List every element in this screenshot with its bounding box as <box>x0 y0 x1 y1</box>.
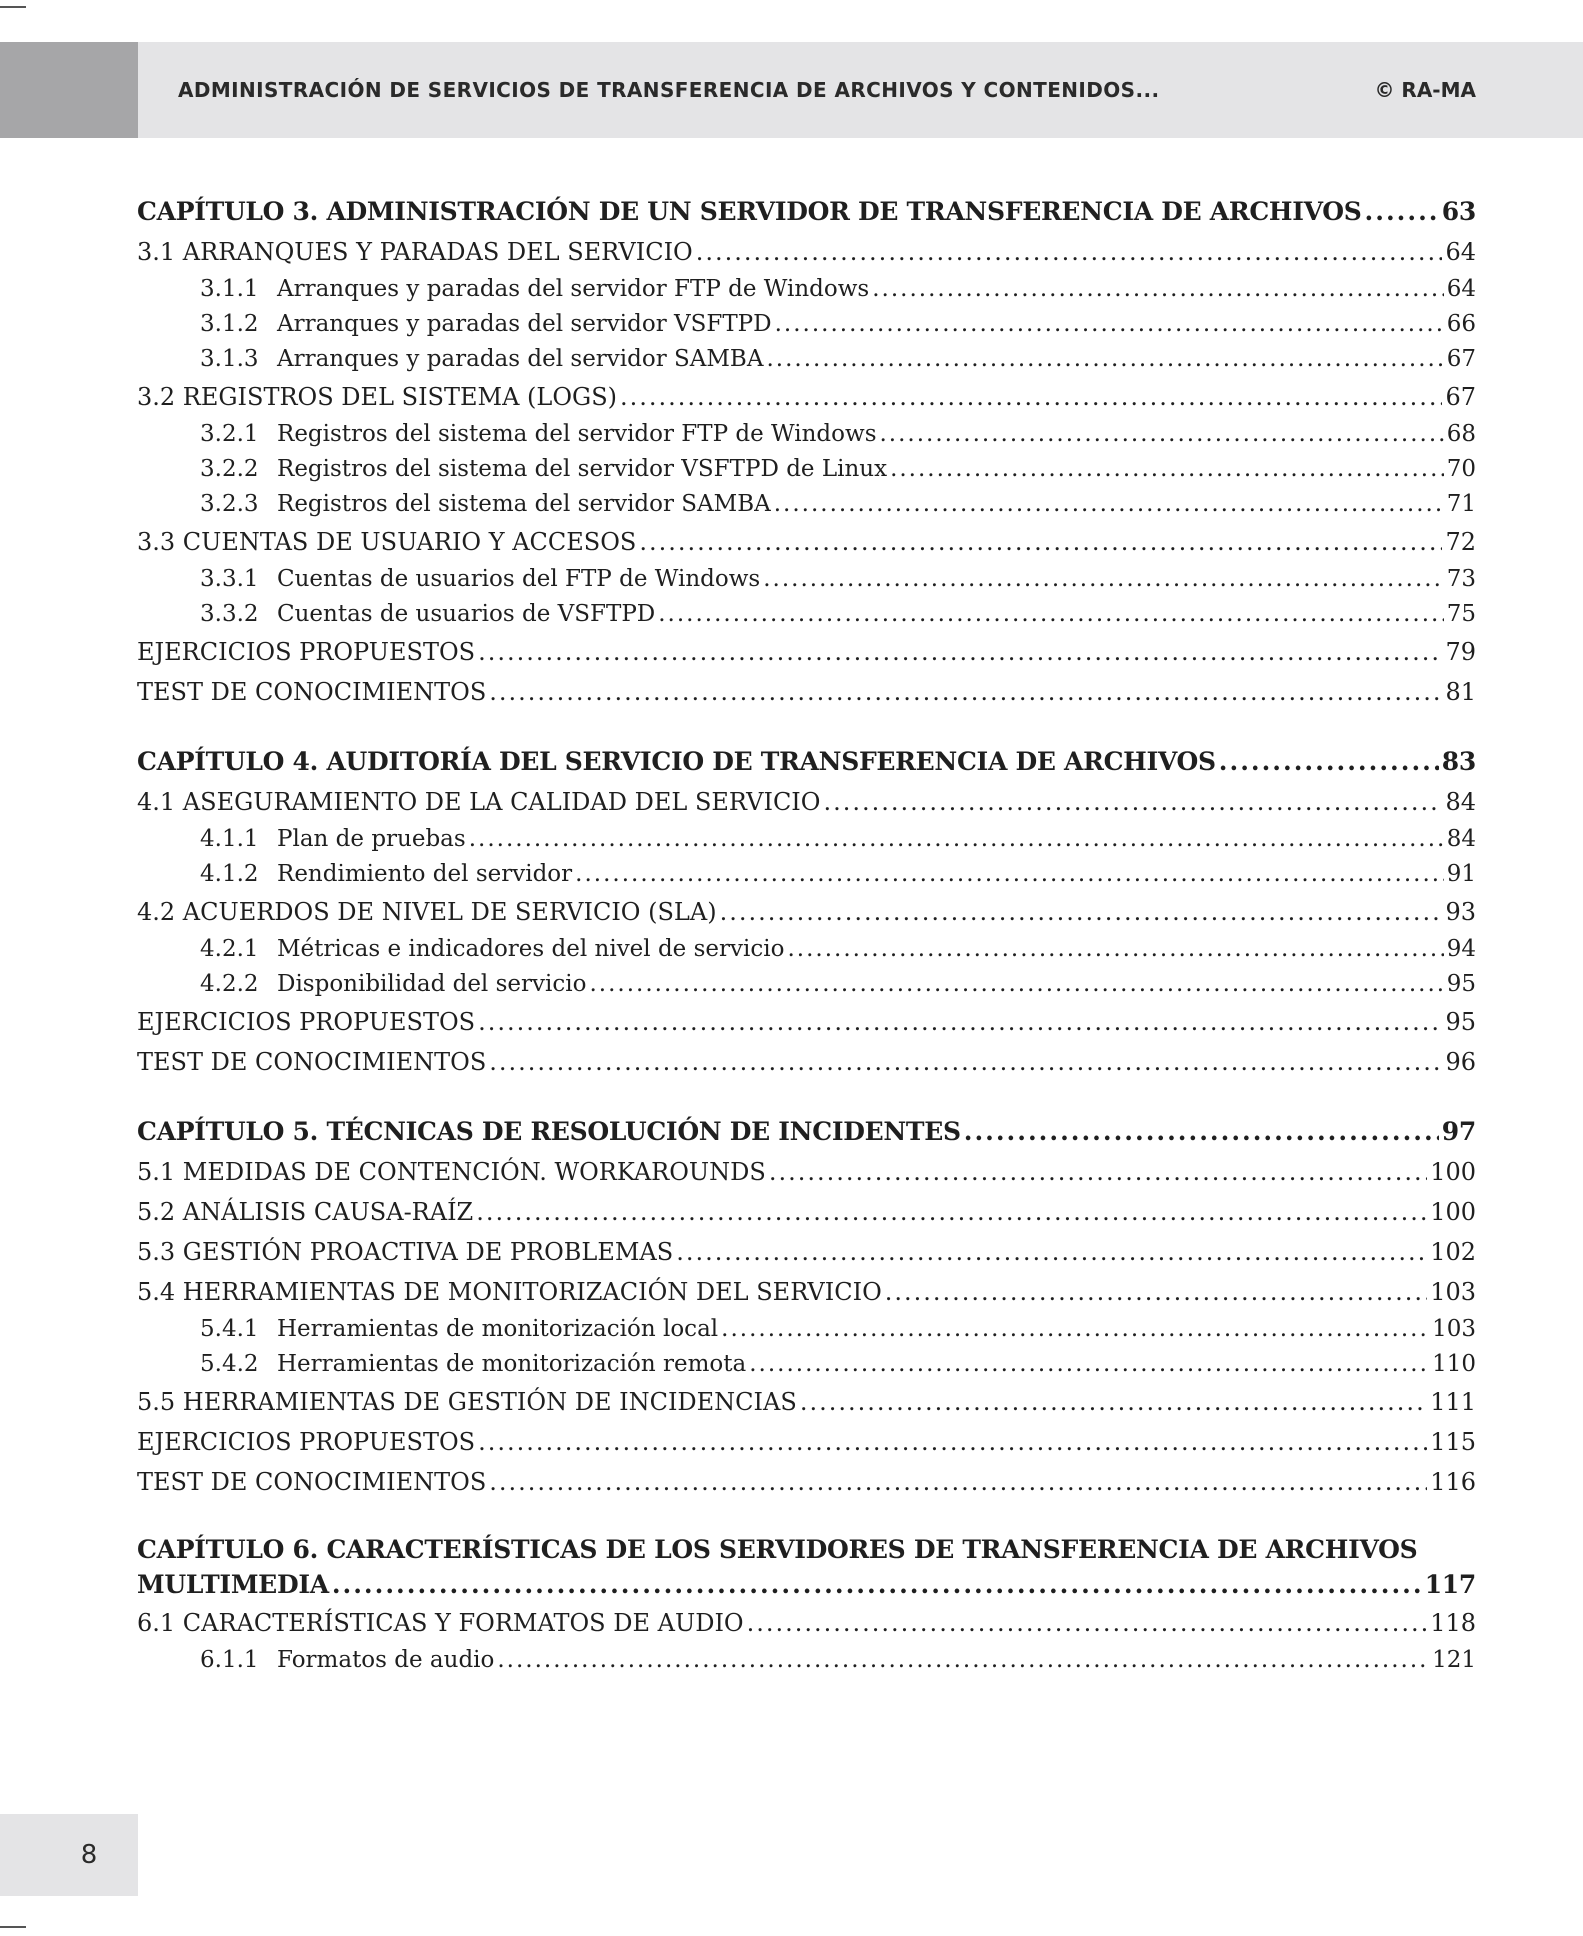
dot-leader <box>749 1347 1429 1382</box>
dot-leader <box>658 597 1443 632</box>
page-ref: 81 <box>1445 678 1476 706</box>
chapter-title: MULTIMEDIA <box>137 1570 329 1599</box>
page-ref: 70 <box>1446 456 1476 482</box>
subsection-title: Cuentas de usuarios de VSFTPD <box>277 601 656 627</box>
toc-chapter-6-title-line1: CAPÍTULO 6. CARACTERÍSTICAS DE LOS SERVIDORES DE TRANSFERENCIA DE ARCHIVOS <box>137 1535 1418 1564</box>
running-header <box>0 42 1583 138</box>
toc-chapter-3 <box>137 192 1476 232</box>
toc-chapter-5 <box>137 1112 1476 1152</box>
section-title: 5.4 HERRAMIENTAS DE MONITORIZACIÓN DEL SERVICIO <box>137 1278 882 1306</box>
subsection-title: Plan de pruebas <box>277 826 466 852</box>
section-title: 3.2 REGISTROS DEL SISTEMA (LOGS) <box>137 383 618 411</box>
subsection-number: 3.1.1 <box>200 276 259 302</box>
toc-subsection <box>137 967 1476 1002</box>
subsection-title: Arranques y paradas del servidor SAMBA <box>277 346 764 372</box>
section-title: 5.1 MEDIDAS DE CONTENCIÓN. WORKAROUNDS <box>137 1158 766 1186</box>
subsection-title: Cuentas de usuarios del FTP de Windows <box>277 566 761 592</box>
dot-leader <box>769 1152 1427 1192</box>
dot-leader <box>676 1232 1427 1272</box>
publisher-mark: © RA-MA <box>1374 78 1476 102</box>
toc-subsection <box>137 597 1476 632</box>
toc-subsection <box>137 562 1476 597</box>
subsection-number: 5.4.2 <box>200 1351 259 1377</box>
page-ref: 72 <box>1445 528 1476 556</box>
page-ref: 95 <box>1446 971 1476 997</box>
section-title: TEST DE CONOCIMIENTOS <box>137 1048 487 1076</box>
dot-leader <box>763 562 1444 597</box>
page-ref: 75 <box>1446 601 1476 627</box>
toc-subsection <box>137 1347 1476 1382</box>
page-ref: 68 <box>1446 421 1476 447</box>
page-ref: 64 <box>1445 238 1476 266</box>
subsection-title: Formatos de audio <box>277 1647 495 1673</box>
dot-leader <box>489 1042 1442 1082</box>
dot-leader <box>872 272 1444 307</box>
subsection-title: Arranques y paradas del servidor VSFTPD <box>277 311 772 337</box>
page-ref: 83 <box>1441 747 1476 776</box>
toc-subsection <box>137 822 1476 857</box>
toc-exercises <box>137 632 1476 672</box>
dot-leader <box>787 932 1443 967</box>
page-ref: 96 <box>1445 1048 1476 1076</box>
header-corner-block <box>0 42 138 138</box>
subsection-number: 4.1.1 <box>200 826 259 852</box>
page-ref: 67 <box>1446 346 1476 372</box>
page-ref: 116 <box>1430 1468 1476 1496</box>
toc-chapter-6 <box>137 1567 1476 1603</box>
dot-leader <box>575 857 1444 892</box>
subsection-title: Herramientas de monitorización remota <box>277 1351 747 1377</box>
toc-section <box>137 782 1476 822</box>
page-ref: 97 <box>1441 1117 1476 1146</box>
page-ref: 64 <box>1446 276 1476 302</box>
dot-leader <box>478 1002 1442 1042</box>
section-title: 3.3 CUENTAS DE USUARIO Y ACCESOS <box>137 528 637 556</box>
page-number: 8 <box>80 1840 98 1870</box>
section-title: 3.1 ARRANQUES Y PARADAS DEL SERVICIO <box>137 238 693 266</box>
toc-subsection <box>137 452 1476 487</box>
toc-section <box>137 377 1476 417</box>
dot-leader <box>800 1382 1427 1422</box>
subsection-number: 3.1.2 <box>200 311 259 337</box>
toc-subsection <box>137 932 1476 967</box>
section-title: 5.5 HERRAMIENTAS DE GESTIÓN DE INCIDENCIAS <box>137 1388 797 1416</box>
dot-leader <box>489 1462 1427 1502</box>
dot-leader <box>885 1272 1427 1312</box>
subsection-title: Rendimiento del servidor <box>277 861 573 887</box>
page-ref: 91 <box>1446 861 1476 887</box>
subsection-title: Herramientas de monitorización local <box>277 1316 719 1342</box>
page-ref: 111 <box>1430 1388 1476 1416</box>
toc-subsection <box>137 417 1476 452</box>
subsection-number: 3.3.2 <box>200 601 259 627</box>
subsection-number: 4.2.2 <box>200 971 259 997</box>
page-ref: 102 <box>1430 1238 1476 1266</box>
section-title: TEST DE CONOCIMIENTOS <box>137 1468 487 1496</box>
dot-leader <box>720 892 1443 932</box>
toc-section <box>137 1272 1476 1312</box>
toc-section <box>137 1192 1476 1232</box>
dot-leader <box>964 1112 1439 1152</box>
dot-leader <box>620 377 1442 417</box>
crop-mark-bottom <box>0 1926 26 1928</box>
page-ref: 84 <box>1445 788 1476 816</box>
toc-subsection <box>137 342 1476 377</box>
subsection-number: 6.1.1 <box>200 1647 259 1673</box>
subsection-number: 3.2.2 <box>200 456 259 482</box>
subsection-title: Registros del sistema del servidor VSFTPD de Linux <box>277 456 888 482</box>
toc-test <box>137 672 1476 712</box>
subsection-number: 4.1.2 <box>200 861 259 887</box>
toc-section <box>137 1603 1476 1643</box>
subsection-number: 3.2.3 <box>200 491 259 517</box>
section-title: EJERCICIOS PROPUESTOS <box>137 1428 476 1456</box>
subsection-number: 3.2.1 <box>200 421 259 447</box>
page-ref: 95 <box>1445 1008 1476 1036</box>
page-ref: 84 <box>1446 826 1476 852</box>
section-title: 4.2 ACUERDOS DE NIVEL DE SERVICIO (SLA) <box>137 898 717 926</box>
page-ref: 100 <box>1430 1198 1476 1226</box>
toc-section <box>137 1152 1476 1192</box>
page-ref: 110 <box>1432 1351 1476 1377</box>
dot-leader <box>890 452 1444 487</box>
toc-section <box>137 522 1476 562</box>
section-title: 5.2 ANÁLISIS CAUSA-RAÍZ <box>137 1198 474 1226</box>
toc-section <box>137 1232 1476 1272</box>
toc-exercises <box>137 1002 1476 1042</box>
chapter-title: CAPÍTULO 5. TÉCNICAS DE RESOLUCIÓN DE INCIDENTES <box>137 1117 961 1146</box>
section-title: 5.3 GESTIÓN PROACTIVA DE PROBLEMAS <box>137 1238 674 1266</box>
subsection-number: 4.2.1 <box>200 936 259 962</box>
dot-leader <box>775 307 1444 342</box>
subsection-title: Registros del sistema del servidor SAMBA <box>277 491 771 517</box>
dot-leader <box>823 782 1442 822</box>
page-ref: 93 <box>1445 898 1476 926</box>
page-ref: 100 <box>1430 1158 1476 1186</box>
table-of-contents <box>137 192 1476 1678</box>
dot-leader <box>774 487 1444 522</box>
subsection-title: Disponibilidad del servicio <box>277 971 587 997</box>
dot-leader <box>478 1422 1427 1462</box>
dot-leader <box>747 1603 1428 1643</box>
dot-leader <box>1365 192 1439 232</box>
dot-leader <box>497 1643 1429 1678</box>
dot-leader <box>476 1192 1427 1232</box>
chapter-title: CAPÍTULO 4. AUDITORÍA DEL SERVICIO DE TRANSFERENCIA DE ARCHIVOS <box>137 747 1216 776</box>
section-title: EJERCICIOS PROPUESTOS <box>137 638 476 666</box>
chapter-title: CAPÍTULO 3. ADMINISTRACIÓN DE UN SERVIDOR DE TRANSFERENCIA DE ARCHIVOS <box>137 197 1362 226</box>
page-ref: 73 <box>1446 566 1476 592</box>
dot-leader <box>880 417 1444 452</box>
subsection-number: 5.4.1 <box>200 1316 259 1342</box>
page-ref: 115 <box>1430 1428 1476 1456</box>
section-title: EJERCICIOS PROPUESTOS <box>137 1008 476 1036</box>
toc-test <box>137 1462 1476 1502</box>
toc-chapter-4 <box>137 742 1476 782</box>
dot-leader <box>721 1312 1429 1347</box>
dot-leader <box>478 632 1442 672</box>
dot-leader <box>589 967 1443 1002</box>
toc-subsection <box>137 487 1476 522</box>
page-ref: 79 <box>1445 638 1476 666</box>
crop-mark-top <box>0 6 26 8</box>
toc-section <box>137 1382 1476 1422</box>
dot-leader <box>1219 742 1439 782</box>
page-ref: 63 <box>1441 197 1476 226</box>
page-ref: 71 <box>1446 491 1476 517</box>
page-ref: 103 <box>1430 1278 1476 1306</box>
toc-exercises <box>137 1422 1476 1462</box>
toc-section <box>137 892 1476 932</box>
subsection-title: Arranques y paradas del servidor FTP de Windows <box>277 276 870 302</box>
page-ref: 103 <box>1432 1316 1476 1342</box>
toc-subsection <box>137 857 1476 892</box>
toc-section <box>137 232 1476 272</box>
page-ref: 67 <box>1445 383 1476 411</box>
section-title: TEST DE CONOCIMIENTOS <box>137 678 487 706</box>
page-ref: 117 <box>1424 1570 1476 1599</box>
subsection-number: 3.3.1 <box>200 566 259 592</box>
section-title: 6.1 CARACTERÍSTICAS Y FORMATOS DE AUDIO <box>137 1609 744 1637</box>
dot-leader <box>332 1567 1422 1603</box>
section-title: 4.1 ASEGURAMIENTO DE LA CALIDAD DEL SERVICIO <box>137 788 821 816</box>
dot-leader <box>696 232 1443 272</box>
subsection-title: Métricas e indicadores del nivel de servicio <box>277 936 785 962</box>
toc-subsection <box>137 307 1476 342</box>
dot-leader <box>639 522 1442 562</box>
toc-subsection <box>137 1312 1476 1347</box>
toc-subsection <box>137 1643 1476 1678</box>
dot-leader <box>469 822 1444 857</box>
page-ref: 66 <box>1446 311 1476 337</box>
page-ref: 118 <box>1430 1609 1476 1637</box>
subsection-number: 3.1.3 <box>200 346 259 372</box>
dot-leader <box>489 672 1442 712</box>
page-ref: 94 <box>1446 936 1476 962</box>
toc-subsection <box>137 272 1476 307</box>
subsection-title: Registros del sistema del servidor FTP de Windows <box>277 421 877 447</box>
page-ref: 121 <box>1432 1647 1476 1673</box>
toc-test <box>137 1042 1476 1082</box>
dot-leader <box>766 342 1443 377</box>
book-title: ADMINISTRACIÓN DE SERVICIOS DE TRANSFERENCIA DE ARCHIVOS Y CONTENIDOS... <box>178 78 1160 102</box>
